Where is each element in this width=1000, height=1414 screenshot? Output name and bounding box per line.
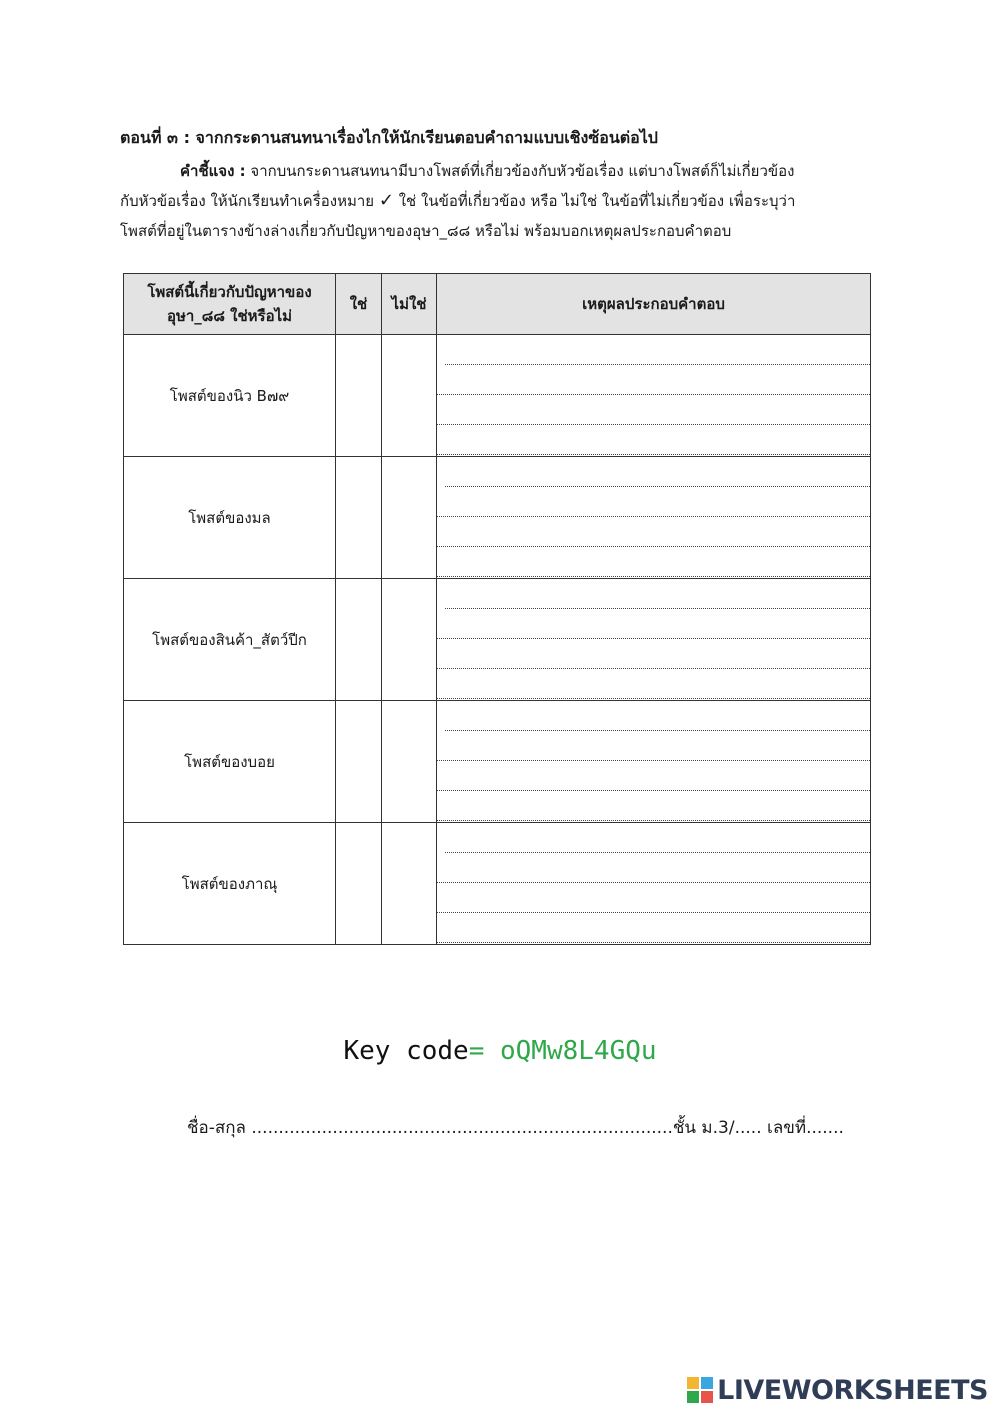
- yes-checkbox[interactable]: [336, 701, 382, 823]
- reason-answer-field[interactable]: [437, 335, 871, 457]
- yes-checkbox[interactable]: [336, 579, 382, 701]
- student-info-line: ชื่อ-สกุล ..............................................................................ชั้น ม.3/..... เลขที่.......: [187, 1118, 844, 1138]
- reason-answer-field[interactable]: [437, 701, 871, 823]
- table-row: [124, 701, 871, 823]
- reason-answer-field[interactable]: [437, 579, 871, 701]
- post-label: โพสต์ของสินค้า_สัตว์ปีก: [124, 579, 336, 701]
- answer-table: [123, 273, 871, 945]
- post-label: โพสต์ของบอย: [124, 701, 336, 823]
- no-checkbox[interactable]: [382, 701, 437, 823]
- instruction-line1: จากบนกระดานสนทนามีบางโพสต์ที่เกี่ยวข้องกับหัวข้อเรื่อง แต่บางโพสต์ก็ไม่เกี่ยวข้อง: [245, 162, 795, 180]
- key-code-value: = oQMw8L4GQu: [468, 1036, 657, 1066]
- table-row: [124, 457, 871, 579]
- no-checkbox[interactable]: [382, 335, 437, 457]
- instructions: [120, 156, 880, 246]
- checkmark-icon: ✓: [378, 190, 394, 211]
- key-code-label: Key code: [343, 1036, 469, 1066]
- logo-text: LIVEWORKSHEETS: [717, 1374, 988, 1406]
- header-yes: ใช่: [336, 274, 382, 335]
- post-label: โพสต์ของมล: [124, 457, 336, 579]
- reason-answer-field[interactable]: [437, 457, 871, 579]
- post-label: โพสต์ของภาณุ: [124, 823, 336, 945]
- no-checkbox[interactable]: [382, 823, 437, 945]
- no-checkbox[interactable]: [382, 457, 437, 579]
- table-row: [124, 823, 871, 945]
- instruction-line3: โพสต์ที่อยู่ในตารางข้างล่างเกี่ยวกับปัญหาของอุษา_๘๘ หรือไม่ พร้อมบอกเหตุผลประกอบคำตอบ: [120, 222, 732, 240]
- yes-checkbox[interactable]: [336, 823, 382, 945]
- yes-checkbox[interactable]: [336, 335, 382, 457]
- yes-checkbox[interactable]: [336, 457, 382, 579]
- header-question-line2: อุษา_๘๘ ใช่หรือไม่: [166, 307, 293, 325]
- liveworksheets-logo: [687, 1374, 988, 1406]
- header-question: [124, 274, 336, 335]
- key-code: [0, 1036, 1000, 1066]
- header-reason: เหตุผลประกอบคำตอบ: [437, 274, 871, 335]
- instruction-line2b: ใช่ ในข้อที่เกี่ยวข้อง หรือ ไม่ใช่ ในข้อที่ไม่เกี่ยวข้อง เพื่อระบุว่า: [393, 192, 796, 210]
- table-row: [124, 335, 871, 457]
- no-checkbox[interactable]: [382, 579, 437, 701]
- header-question-line1: โพสต์นี้เกี่ยวกับปัญหาของ: [147, 283, 312, 301]
- table-header-row: [124, 274, 871, 335]
- logo-icon: [687, 1377, 713, 1403]
- table-row: [124, 579, 871, 701]
- header-no: ไม่ใช่: [382, 274, 437, 335]
- section-title: ตอนที่ ๓ : จากกระดานสนทนาเรื่องไกให้นักเรียนตอบคำถามแบบเชิงซ้อนต่อไป: [120, 128, 658, 147]
- instruction-label: คำชี้แจง :: [180, 162, 246, 180]
- instruction-line2a: กับหัวข้อเรื่อง ให้นักเรียนทำเครื่องหมาย: [120, 192, 379, 210]
- reason-answer-field[interactable]: [437, 823, 871, 945]
- post-label: โพสต์ของนิว B๗๙: [124, 335, 336, 457]
